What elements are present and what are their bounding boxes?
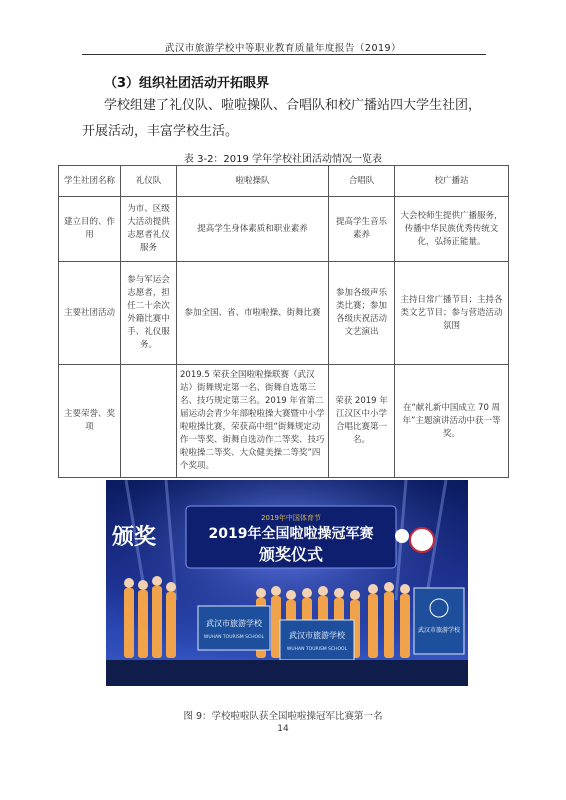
table-cell: 提高学生音乐素养 [329,197,395,262]
table-cell: 荣获 2019 年江汉区中小学合唱比赛第一名。 [329,365,395,478]
event-logo-icon [410,528,434,552]
banner-left-text: 颁奖 [112,525,157,550]
paragraph-line-1: 学校组建了礼仪队、啦啦操队、合唱队和校广播站四大学生社团， [104,98,482,113]
school-flag-center [280,620,354,660]
table-cell: 参加各级声乐类比赛；参加各级庆祝活动文艺演出 [329,262,395,365]
table-cell: 参与军运会志愿者，担任二十余次外籍比赛中手、礼仪服务。 [121,262,177,365]
header-divider [82,54,486,55]
school-flag-left [198,606,270,650]
table-caption: 表 3-2：2019 学年学校社团活动情况一览表 [183,154,383,165]
sponsor-logo-icon [395,529,409,543]
stage-floor [106,660,468,686]
flag-center-subtext: WUHAN TOURISM SCHOOL [286,647,348,652]
section-heading: （3）组织社团活动开拓眼界 [104,76,270,91]
row-label: 主要荣誉、奖项 [59,365,121,478]
table-cell: 主持日常广播节目；主持各类文艺节目；参与营造活动氛围 [395,262,509,365]
header-campus-radio: 校广播站 [395,166,509,197]
banner-subtitle: 颁奖仪式 [258,545,324,564]
header-etiquette-team: 礼仪队 [121,166,177,197]
figure-caption: 图 9：学校啦啦队获全国啦啦操冠军比赛第一名 [183,711,383,722]
table-row [59,197,509,262]
banner-title: 2019年全国啦啦操冠军赛 [208,526,374,542]
flag-left-text: 武汉市旅游学校 [206,619,262,628]
row-label: 建立目的、作用 [59,197,121,262]
row-label: 主要社团活动 [59,262,121,365]
award-photo-illustration [106,480,468,686]
table-cell: 提高学生身体素质和职业素养 [177,197,329,262]
banner-small-text: 2019年中国体育节 [261,514,321,522]
award-ceremony-photo [106,480,468,686]
flag-right-text: 武汉市旅游学校 [417,627,461,634]
table-row [59,262,509,365]
school-flag-right [414,588,464,654]
table-cell: 在“献礼新中国成立 70 周年”主题演讲活动中获一等奖。 [395,365,509,478]
table-cell: 参加全国、省、市啦啦操、街舞比赛 [177,262,329,365]
table-header-row [59,166,509,197]
table-cell: 为市、区级大活动提供志愿者礼仪服务 [121,197,177,262]
club-activities-table [58,165,509,478]
table-cell [121,365,177,478]
paragraph-line-2: 开展活动，丰富学校生活。 [82,124,239,139]
flag-left-subtext: WUHAN TOURISM SCHOOL [203,635,265,640]
table-row [59,365,509,478]
header-choir: 合唱队 [329,166,395,197]
table-cell: 2019.5 荣获全国啦啦操联赛（武汉站）街舞规定第一名、街舞自选第三名、技巧规定第三名。2019 年省第二届运动会青少年部啦啦操大赛暨中小学啦啦操比赛，荣获高中组“街舞规定动作一等奖、街舞自选动作二等奖、技巧啦啦操二等奖、大众健美操二等奖”四个奖项。 [177,365,329,478]
header-cheerleading-team: 啦啦操队 [177,166,329,197]
page-number: 14 [277,724,289,734]
header-club-name: 学生社团名称 [59,166,121,197]
report-header-title: 武汉市旅游学校中等职业教育质量年度报告（2019） [164,43,402,54]
table-cell: 大会校师生提供广播服务，传播中华民族优秀传统文化，弘扬正能量。 [395,197,509,262]
flag-center-text: 武汉市旅游学校 [289,631,345,640]
